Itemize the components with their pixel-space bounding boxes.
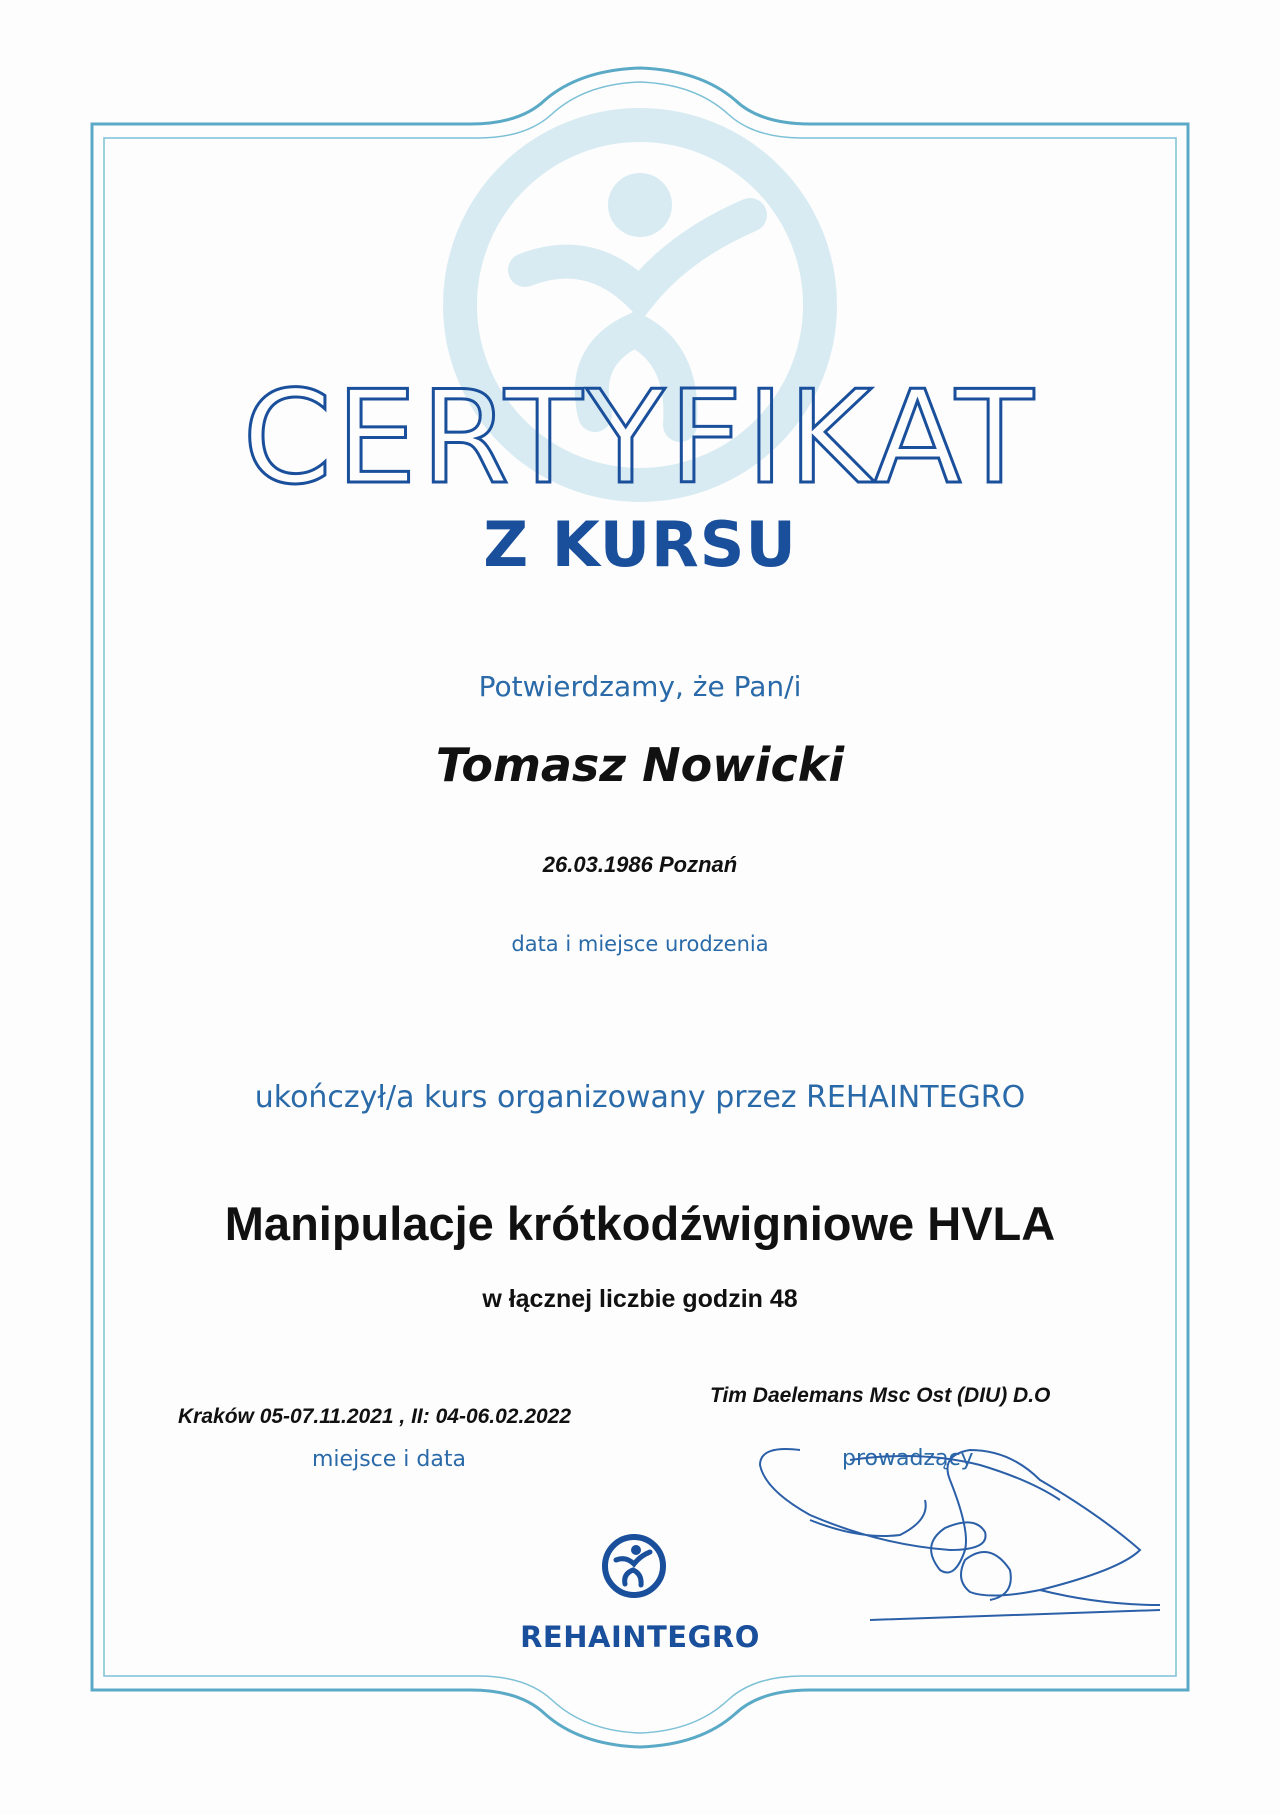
participant-name: Tomasz Nowicki	[435, 738, 845, 792]
birth-info: 26.03.1986 Poznań	[542, 852, 738, 877]
organization-logo-text: REHAINTEGRO	[520, 1620, 760, 1654]
confirmation-text: Potwierdzamy, że Pan/i	[478, 670, 802, 703]
certificate-title	[190, 370, 1090, 500]
rehaintegro-logo-icon	[600, 1532, 668, 1600]
certificate-subtitle: Z KURSU	[483, 508, 797, 581]
place-and-date: Kraków 05-07.11.2021 , II: 04-06.02.2022	[178, 1405, 572, 1428]
hours-text: w łącznej liczbie godzin 48	[482, 1285, 798, 1313]
instructor-label: prowadzący	[842, 1446, 974, 1471]
course-name: Manipulacje krótkodźwigniowe HVLA	[224, 1197, 1056, 1250]
place-and-date-label: miejsce i data	[312, 1447, 466, 1472]
certificate-title-wrapper	[0, 370, 1280, 500]
certificate-title-text: CERTYFIKAT	[242, 370, 1038, 500]
instructor-name: Tim Daelemans Msc Ost (DIU) D.O	[710, 1384, 1051, 1407]
completion-text: ukończył/a kurs organizowany przez REHAINTEGRO	[254, 1080, 1026, 1115]
birth-label: data i miejsce urodzenia	[511, 932, 769, 956]
